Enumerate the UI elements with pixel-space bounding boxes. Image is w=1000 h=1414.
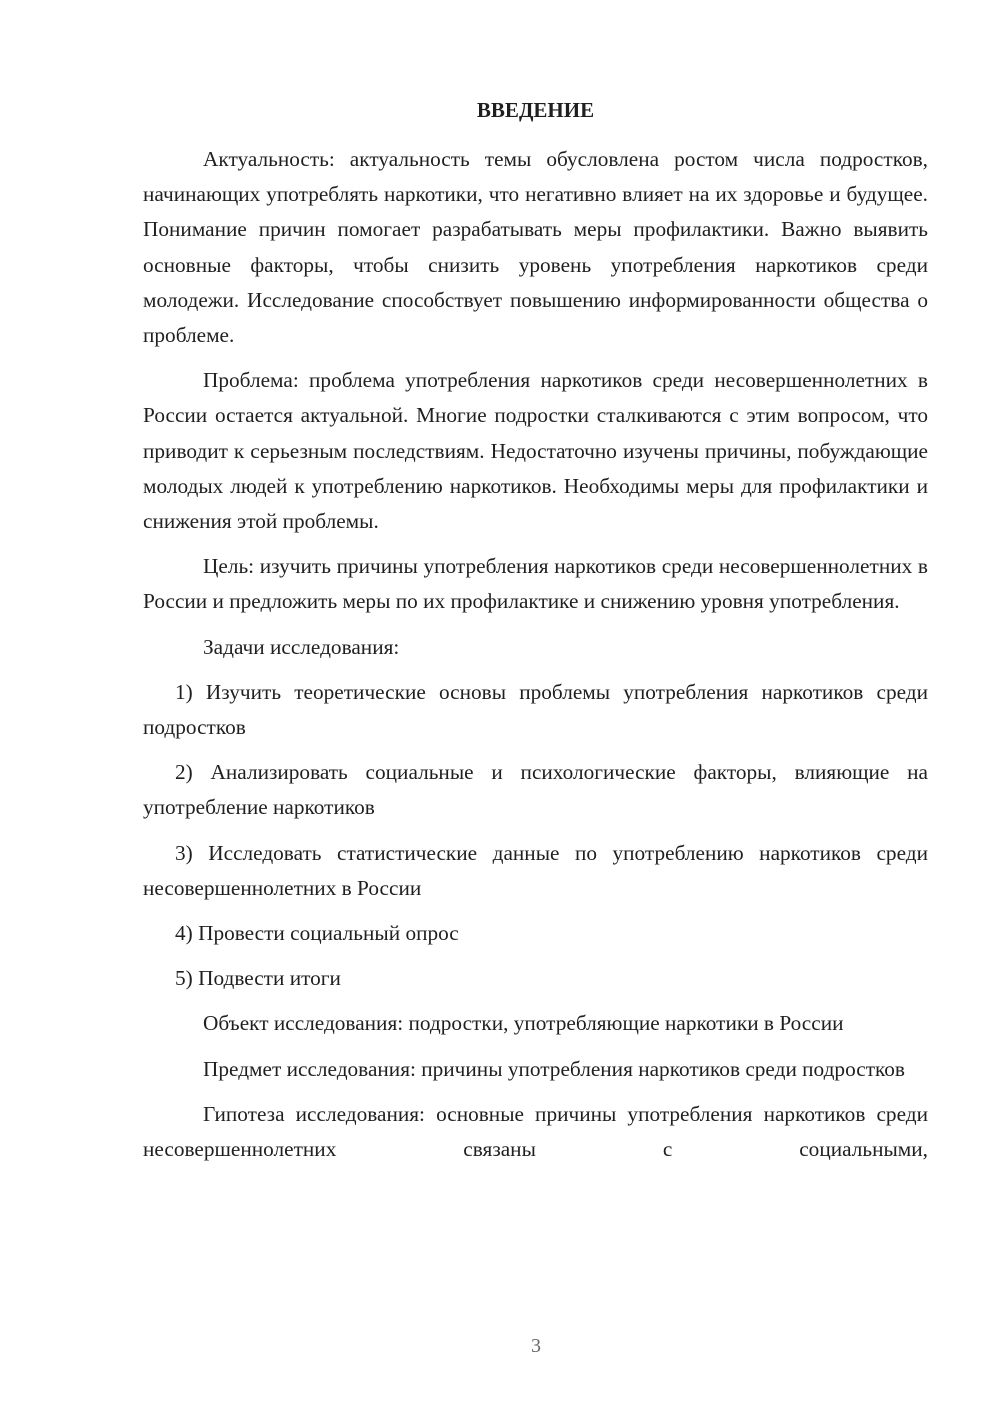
task-item-4: 4) Провести социальный опрос <box>175 921 459 946</box>
hypothesis-paragraph: Гипотеза исследования: основные причины употребления наркотиков среди несовершеннолетних связаны с социальными, <box>143 1101 928 1162</box>
relevance-paragraph: Актуальность: актуальность темы обусловлена ростом числа подростков, начинающих употреблять наркотики, что негативно влияет на их здоровье и будущее. Понимание причин помогает разрабатывать меры профилактики. Важно выявить основные факторы, чтобы снизить уровень употребления наркотиков среди молодежи. Исследование способствует повышению информированности общества о проблеме. <box>143 147 928 348</box>
problem-paragraph: Проблема: проблема употребления наркотиков среди несовершеннолетних в России остается актуальной. Многие подростки сталкиваются с этим вопросом, что приводит к серьезным последствиям. Недостаточно изучены причины, побуждающие молодых людей к употреблению наркотиков. Необходимы меры для профилактики и снижения этой проблемы. <box>143 368 928 534</box>
page-number: 3 <box>531 1335 541 1357</box>
task-item-3: 3) Исследовать статистические данные по употреблению наркотиков среди несовершеннолетних в России <box>143 840 928 900</box>
task-item-5: 5) Подвести итоги <box>175 966 341 991</box>
task-item-1: 1) Изучить теоретические основы проблемы употребления наркотиков среди подростков <box>143 679 928 740</box>
subject-paragraph: Предмет исследования: причины употребления наркотиков среди подростков <box>203 1056 905 1081</box>
page-content <box>143 96 928 1177</box>
object-paragraph: Объект исследования: подростки, употребляющие наркотики в России <box>203 1011 844 1036</box>
tasks-heading: Задачи исследования: <box>203 634 400 659</box>
goal-paragraph: Цель: изучить причины употребления наркотиков среди несовершеннолетних в России и предложить меры по их профилактике и снижению уровня употребления. <box>143 554 928 614</box>
page-title: ВВЕДЕНИЕ <box>476 98 595 122</box>
task-item-2: 2) Анализировать социальные и психологические факторы, влияющие на употребление наркотиков <box>143 760 928 820</box>
